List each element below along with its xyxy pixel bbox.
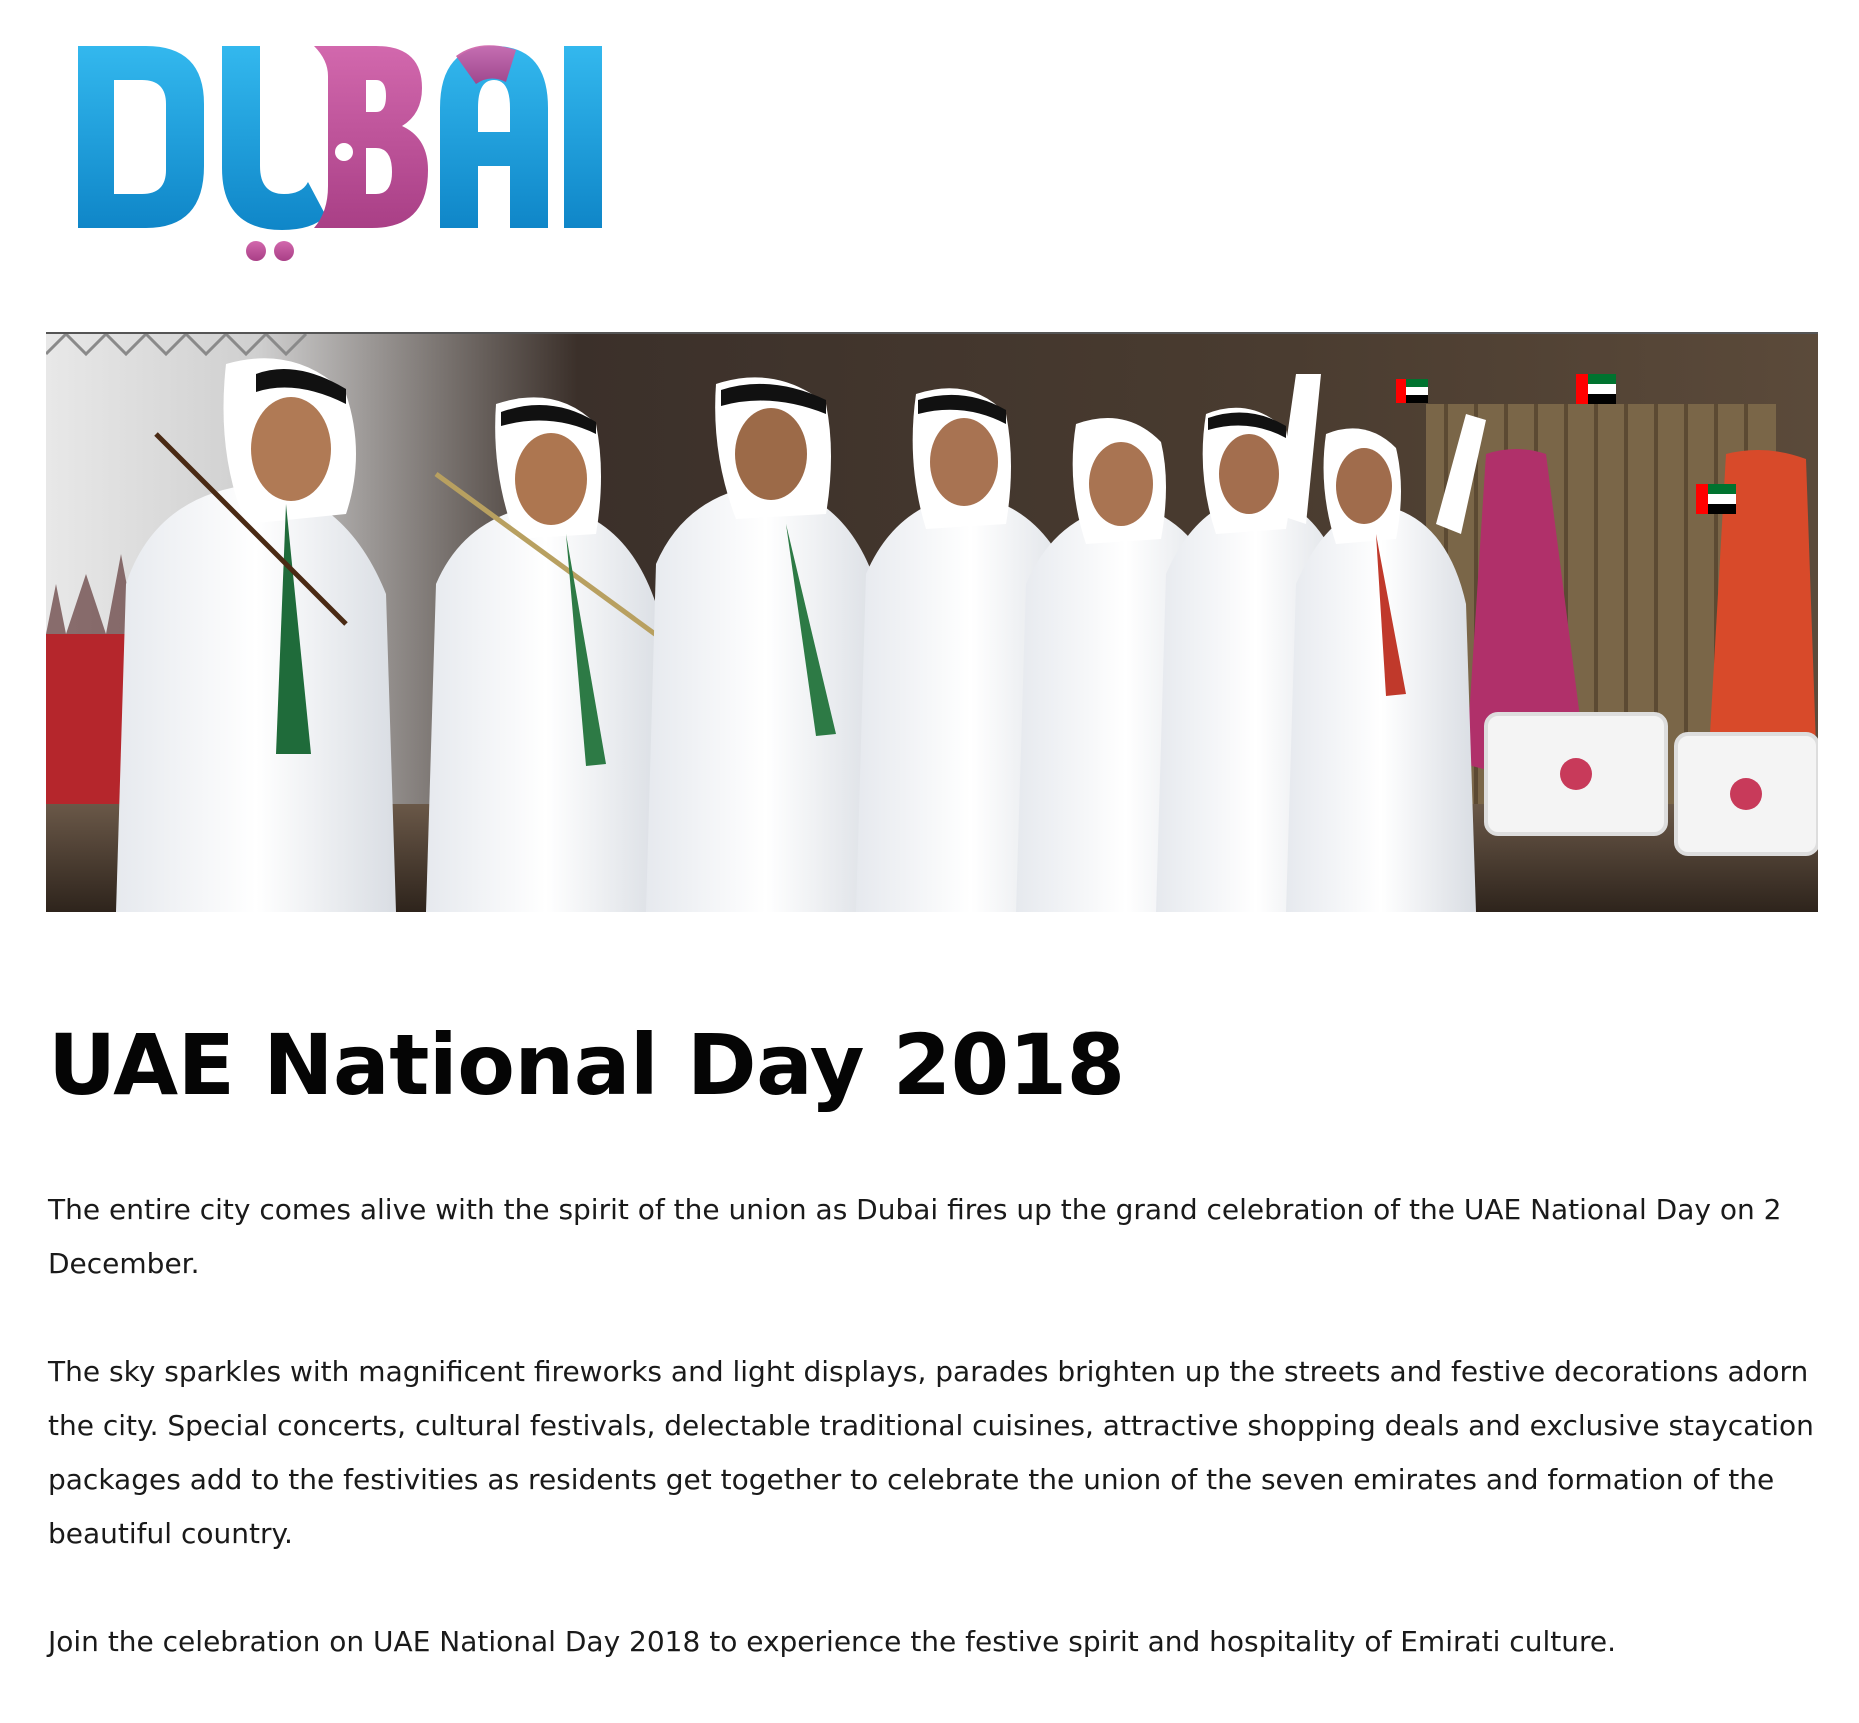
paragraph: Join the celebration on UAE National Day 2018 to experience the festive spirit and hospitality of Emirati culture. (48, 1625, 1616, 1658)
paragraph: The entire city comes alive with the spirit of the union as Dubai fires up the grand celebration of the UAE National Day on 2 December. (48, 1193, 1782, 1280)
dubai-logo[interactable] (76, 36, 656, 268)
hero-image (46, 332, 1818, 912)
hero-photo-illustration (46, 334, 1818, 912)
paragraph: The sky sparkles with magnificent fireworks and light displays, parades brighten up the streets and festive decorations adorn the city. Special concerts, cultural festivals, delectable traditional cuisines, attractive shopping deals and exclusive staycation packages add to the festivities as residents get together to celebrate the union of the seven emirates and formation of the beautiful country. (48, 1355, 1814, 1550)
article-body (48, 1183, 1818, 1723)
page-title: UAE National Day 2018 (48, 1016, 1125, 1114)
dubai-logo-graphic (76, 36, 656, 268)
